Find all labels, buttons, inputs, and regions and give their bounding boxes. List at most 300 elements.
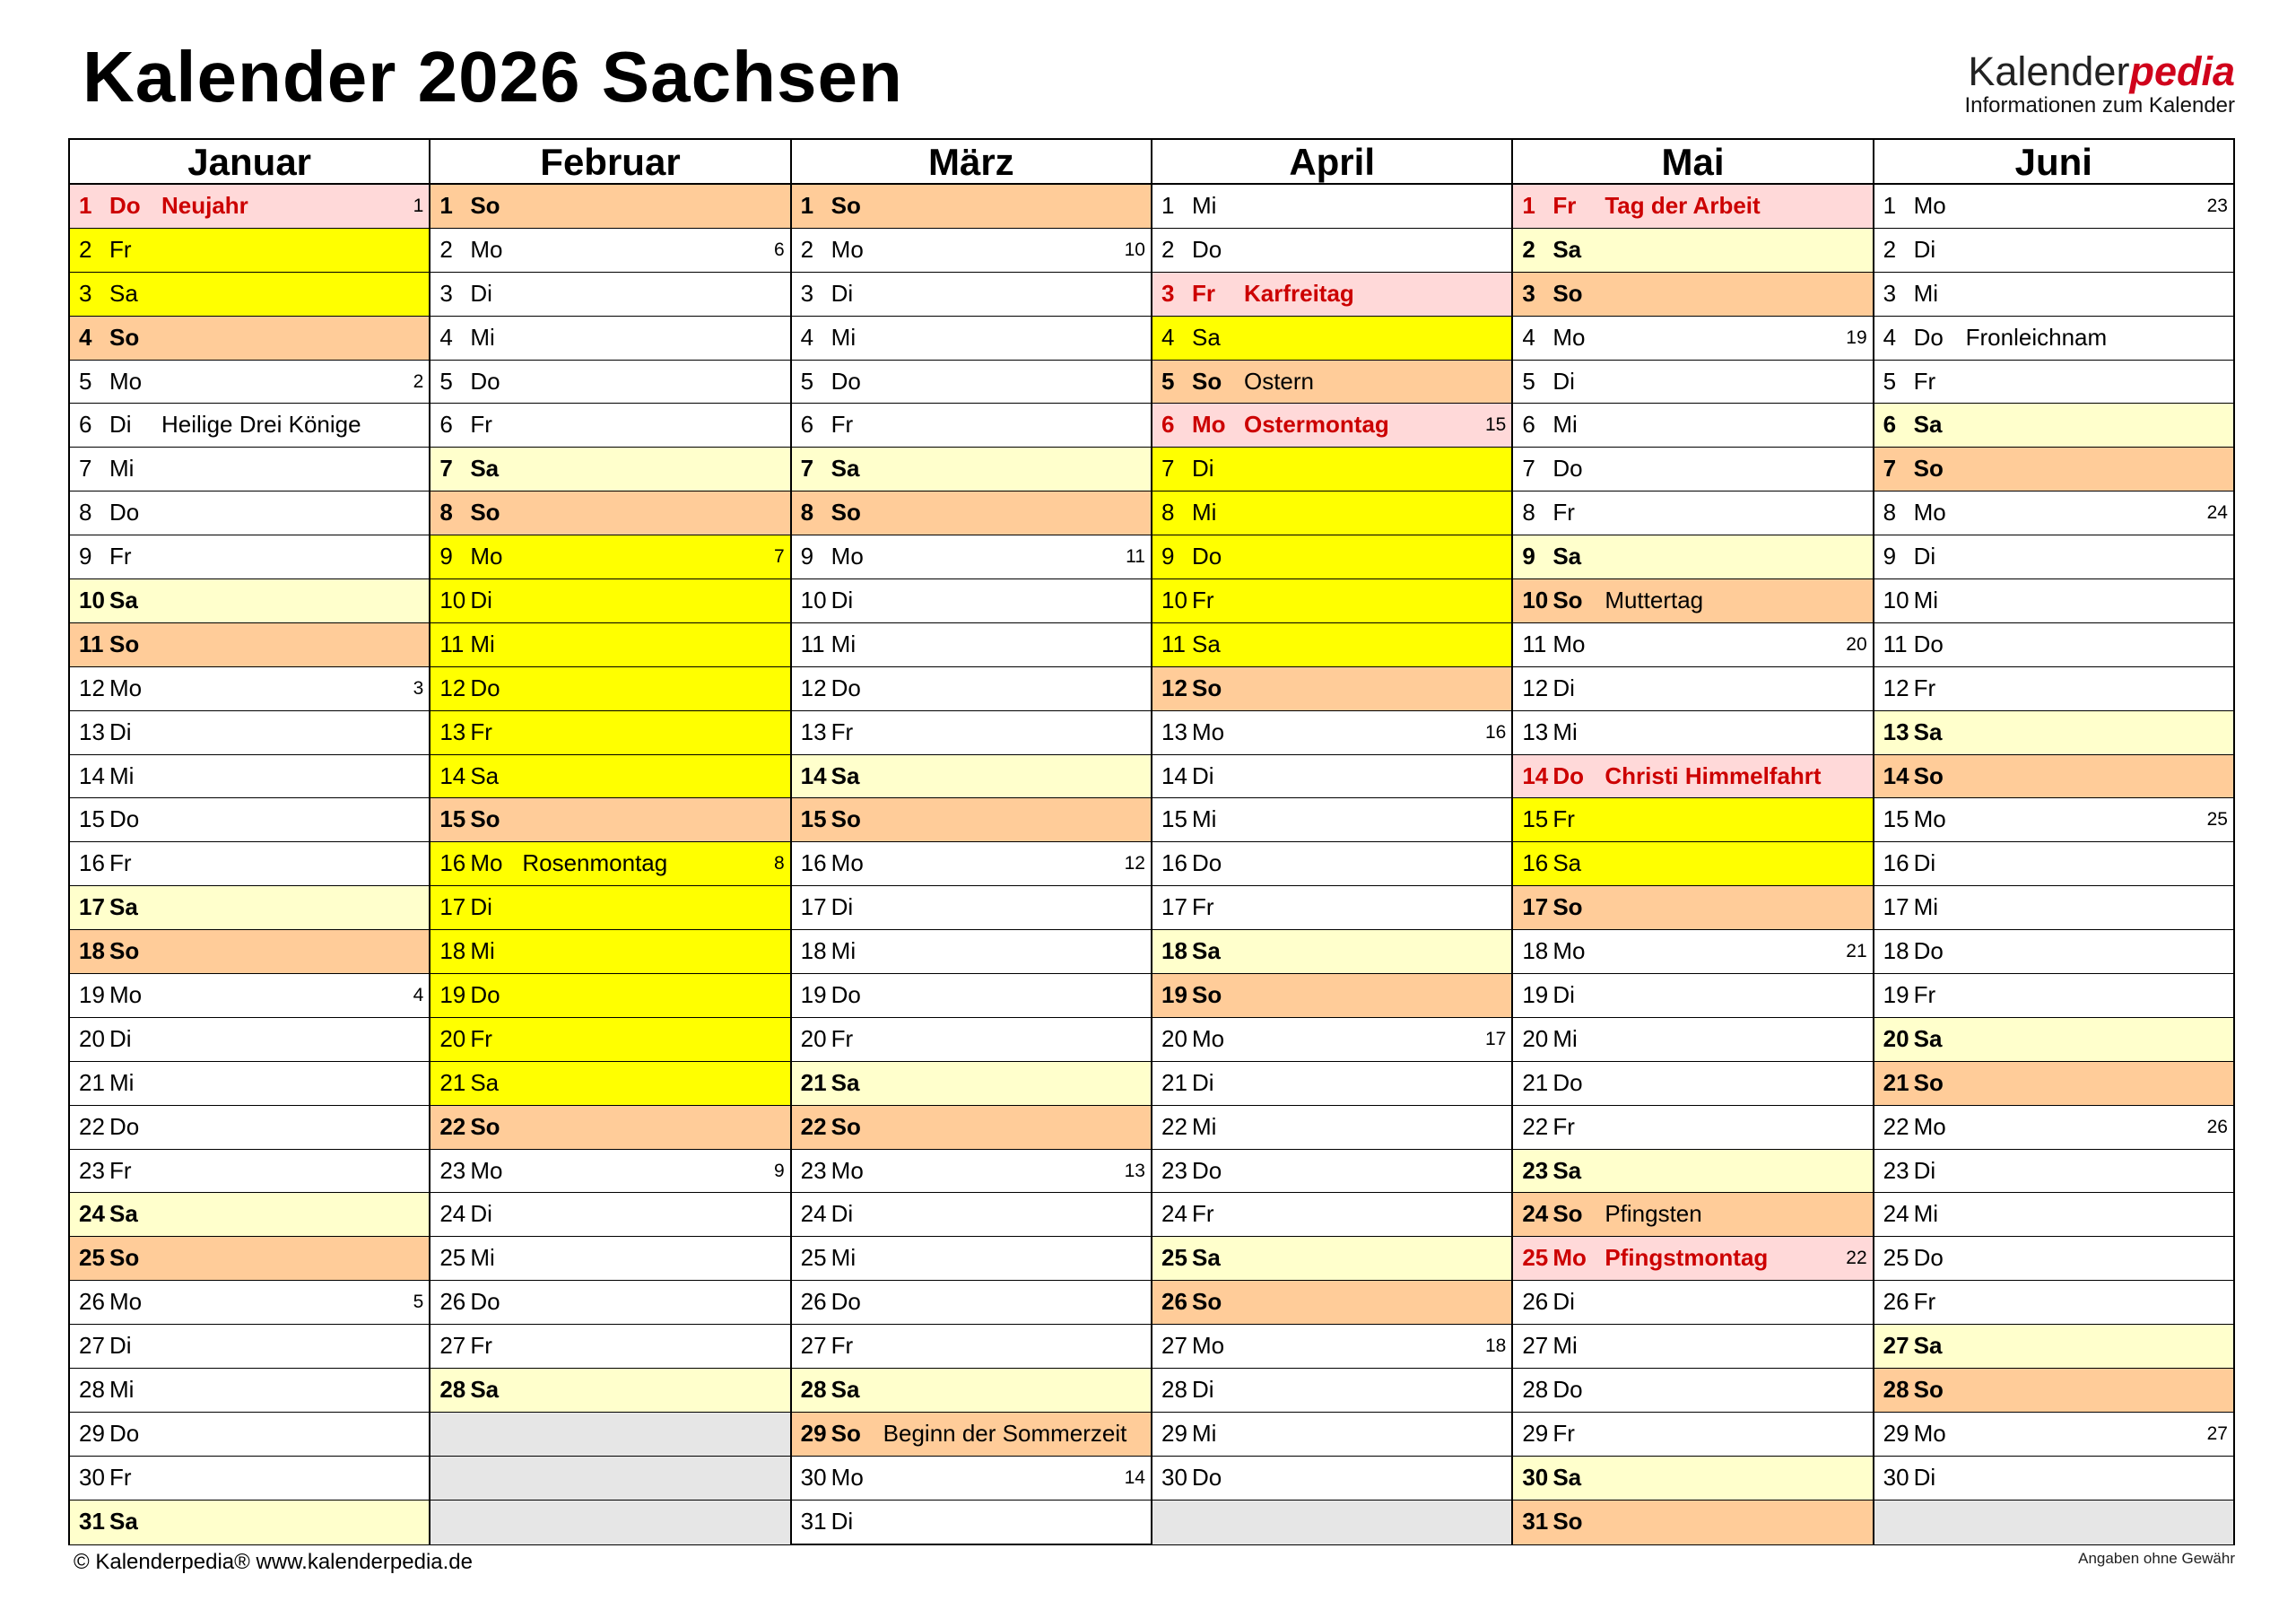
day-row xyxy=(1513,711,1872,755)
day-number: 1 xyxy=(79,192,92,219)
day-number: 8 xyxy=(1161,499,1175,526)
weekday: Sa xyxy=(470,1376,500,1404)
weekday: Do xyxy=(1913,630,1944,657)
day-number: 31 xyxy=(800,1507,827,1535)
day-number: 11 xyxy=(1522,630,1547,657)
day-number: 8 xyxy=(1883,499,1897,526)
weekday: So xyxy=(1552,893,1583,921)
weekday: Sa xyxy=(1191,1244,1221,1272)
week-number: 23 xyxy=(2206,196,2228,216)
day-row xyxy=(70,1369,429,1413)
day-row xyxy=(430,755,789,799)
day-row xyxy=(792,1193,1151,1237)
weekday: So xyxy=(470,499,500,526)
day-number: 18 xyxy=(439,937,466,965)
weekday: Fr xyxy=(1552,192,1577,219)
week-number: 5 xyxy=(413,1292,424,1313)
weekday: Mi xyxy=(109,761,135,789)
month-column xyxy=(1151,140,1511,1544)
day-row xyxy=(792,1457,1151,1501)
week-number: 12 xyxy=(1124,853,1145,874)
holiday-name: Pfingsten xyxy=(1605,1200,1702,1228)
weekday: Sa xyxy=(831,455,860,483)
day-number: 16 xyxy=(1522,849,1549,877)
weekday: Sa xyxy=(1913,411,1943,439)
weekday: Mo xyxy=(1191,1024,1225,1052)
weekday: Mo xyxy=(1552,1244,1587,1272)
weekday: Mi xyxy=(1191,805,1217,833)
weekday: Fr xyxy=(1913,981,1936,1009)
day-row xyxy=(1152,798,1511,842)
day-row xyxy=(792,798,1151,842)
day-row xyxy=(792,1413,1151,1457)
day-number: 23 xyxy=(1883,1156,1909,1184)
weekday: So xyxy=(1552,1200,1583,1228)
day-row xyxy=(792,361,1151,404)
day-row xyxy=(1513,1018,1872,1062)
day-number: 19 xyxy=(1161,981,1187,1009)
weekday: Di xyxy=(109,1024,132,1052)
day-number: 8 xyxy=(1522,499,1535,526)
weekday: Mo xyxy=(1191,718,1225,745)
weekday: So xyxy=(1913,455,1944,483)
day-row xyxy=(1152,1106,1511,1150)
day-number: 1 xyxy=(439,192,453,219)
day-number: 7 xyxy=(800,455,814,483)
day-number: 2 xyxy=(1161,235,1175,263)
day-row xyxy=(1513,974,1872,1018)
weekday: Mi xyxy=(1913,279,1939,307)
day-number: 12 xyxy=(79,674,105,701)
weekday: Mi xyxy=(1913,893,1939,921)
holiday-name: Heilige Drei Könige xyxy=(161,411,361,439)
day-number: 25 xyxy=(439,1244,466,1272)
weekday: Di xyxy=(1191,761,1214,789)
day-number: 7 xyxy=(439,455,453,483)
day-row xyxy=(70,623,429,667)
day-row xyxy=(1152,361,1511,404)
weekday: Sa xyxy=(1913,718,1943,745)
day-number: 15 xyxy=(1522,805,1549,833)
week-number: 3 xyxy=(413,677,424,699)
day-row xyxy=(1874,1325,2233,1369)
day-row xyxy=(430,974,789,1018)
day-number: 25 xyxy=(800,1244,827,1272)
day-number: 7 xyxy=(1522,455,1535,483)
week-number: 20 xyxy=(1846,633,1867,655)
weekday: Do xyxy=(1552,1376,1583,1404)
day-number: 29 xyxy=(1161,1419,1187,1447)
empty-day-cell xyxy=(1874,1501,2233,1544)
day-row xyxy=(430,711,789,755)
day-number: 6 xyxy=(1522,411,1535,439)
weekday: So xyxy=(1552,1507,1583,1535)
week-number: 6 xyxy=(773,239,785,260)
weekday: Fr xyxy=(109,1156,132,1184)
day-number: 6 xyxy=(1883,411,1897,439)
day-row xyxy=(1513,623,1872,667)
day-number: 25 xyxy=(1161,1244,1187,1272)
day-row xyxy=(1874,1193,2233,1237)
month-column xyxy=(1511,140,1872,1544)
day-row xyxy=(1513,273,1872,317)
weekday: Do xyxy=(470,1288,500,1316)
weekday: Mi xyxy=(1552,1024,1578,1052)
day-number: 9 xyxy=(1522,543,1535,570)
day-number: 24 xyxy=(1161,1200,1187,1228)
day-row xyxy=(1513,1193,1872,1237)
day-row xyxy=(792,1062,1151,1106)
weekday: So xyxy=(831,805,861,833)
footer-disclaimer: Angaben ohne Gewähr xyxy=(2078,1550,2235,1567)
weekday: So xyxy=(470,1112,500,1140)
day-row xyxy=(430,798,789,842)
brand-tagline: Informationen zum Kalender xyxy=(1964,93,2235,117)
day-row xyxy=(70,930,429,974)
day-number: 2 xyxy=(1883,235,1897,263)
day-number: 30 xyxy=(1883,1463,1909,1491)
weekday: Sa xyxy=(470,761,500,789)
day-row xyxy=(1152,667,1511,711)
weekday: Mo xyxy=(470,543,503,570)
day-row xyxy=(1152,974,1511,1018)
day-number: 6 xyxy=(79,411,92,439)
weekday: So xyxy=(1552,587,1583,614)
day-row xyxy=(430,1237,789,1281)
week-number: 4 xyxy=(413,985,424,1006)
day-row xyxy=(792,1150,1151,1194)
day-number: 19 xyxy=(800,981,827,1009)
day-number: 3 xyxy=(1522,279,1535,307)
day-row xyxy=(1513,1501,1872,1544)
weekday: So xyxy=(831,499,861,526)
day-row xyxy=(430,842,789,886)
weekday: Mo xyxy=(470,1156,503,1184)
week-number: 8 xyxy=(773,853,785,874)
day-number: 4 xyxy=(1883,323,1897,351)
day-row xyxy=(1513,317,1872,361)
weekday: Fr xyxy=(831,1332,854,1360)
weekday: Do xyxy=(109,1419,140,1447)
day-number: 4 xyxy=(439,323,453,351)
weekday: Mo xyxy=(831,235,864,263)
weekday: Do xyxy=(109,192,141,219)
day-number: 15 xyxy=(439,805,466,833)
day-number: 27 xyxy=(79,1332,105,1360)
month-header: Januar xyxy=(70,140,429,185)
weekday: So xyxy=(109,323,140,351)
weekday: So xyxy=(831,1112,861,1140)
weekday: Fr xyxy=(831,411,854,439)
day-number: 28 xyxy=(79,1376,105,1404)
empty-day-cell xyxy=(430,1501,789,1544)
weekday: Sa xyxy=(1552,1156,1582,1184)
day-number: 16 xyxy=(439,849,466,877)
weekday: Di xyxy=(831,1200,854,1228)
week-number: 1 xyxy=(413,196,424,216)
day-row xyxy=(430,1369,789,1413)
day-number: 5 xyxy=(439,367,453,395)
weekday: Mi xyxy=(470,1244,495,1272)
day-row xyxy=(70,1457,429,1501)
day-number: 21 xyxy=(1522,1068,1549,1096)
day-number: 3 xyxy=(1161,279,1175,307)
day-row xyxy=(792,491,1151,535)
day-number: 23 xyxy=(1161,1156,1187,1184)
day-number: 21 xyxy=(79,1068,105,1096)
weekday: So xyxy=(470,192,500,219)
day-row xyxy=(70,1193,429,1237)
day-number: 17 xyxy=(439,893,466,921)
week-number: 15 xyxy=(1484,414,1507,436)
weekday: Di xyxy=(1191,455,1214,483)
weekday: Mo xyxy=(109,674,143,701)
day-number: 10 xyxy=(1883,587,1909,614)
day-number: 10 xyxy=(439,587,466,614)
weekday: Mo xyxy=(1191,411,1226,439)
day-row xyxy=(792,535,1151,579)
day-row xyxy=(70,185,429,229)
weekday: Mo xyxy=(470,235,503,263)
day-row xyxy=(792,229,1151,273)
weekday: Fr xyxy=(109,1463,132,1491)
weekday: Fr xyxy=(1191,893,1214,921)
weekday: Fr xyxy=(1552,805,1575,833)
day-row xyxy=(1152,842,1511,886)
week-number: 27 xyxy=(2206,1422,2228,1444)
day-number: 1 xyxy=(1522,192,1535,219)
day-row xyxy=(1513,1062,1872,1106)
day-row xyxy=(1152,404,1511,448)
day-number: 1 xyxy=(800,192,814,219)
day-row xyxy=(1513,1325,1872,1369)
day-row xyxy=(430,535,789,579)
weekday: Sa xyxy=(109,1200,138,1228)
day-number: 23 xyxy=(439,1156,466,1184)
day-number: 10 xyxy=(800,587,827,614)
day-row xyxy=(792,273,1151,317)
day-number: 18 xyxy=(1161,937,1187,965)
weekday: Sa xyxy=(109,587,138,614)
day-number: 11 xyxy=(1883,630,1908,657)
day-row xyxy=(430,1193,789,1237)
day-number: 4 xyxy=(79,323,92,351)
day-number: 5 xyxy=(1883,367,1897,395)
weekday: Di xyxy=(1913,1156,1936,1184)
day-row xyxy=(792,623,1151,667)
weekday: Do xyxy=(831,1288,861,1316)
day-row xyxy=(1152,317,1511,361)
weekday: So xyxy=(109,937,140,965)
day-number: 3 xyxy=(79,279,92,307)
weekday: So xyxy=(109,1244,140,1272)
day-number: 13 xyxy=(1522,718,1549,745)
day-row xyxy=(1874,886,2233,930)
day-number: 23 xyxy=(79,1156,105,1184)
holiday-name: Neujahr xyxy=(161,192,248,219)
day-row xyxy=(70,361,429,404)
weekday: Sa xyxy=(109,279,138,307)
month-header: März xyxy=(792,140,1151,185)
weekday: Mi xyxy=(831,1244,857,1272)
day-row xyxy=(1874,1106,2233,1150)
month-column xyxy=(70,140,429,1544)
day-number: 20 xyxy=(1161,1024,1187,1052)
day-row xyxy=(792,448,1151,491)
day-number: 28 xyxy=(439,1376,466,1404)
weekday: Sa xyxy=(1913,1024,1943,1052)
day-row xyxy=(430,623,789,667)
page-title: Kalender 2026 Sachsen xyxy=(83,37,903,117)
weekday: Mo xyxy=(1913,1419,1946,1447)
day-row xyxy=(1874,930,2233,974)
weekday: Mi xyxy=(1191,192,1217,219)
day-row xyxy=(430,185,789,229)
brand-logo xyxy=(1965,50,2236,118)
day-number: 27 xyxy=(1522,1332,1549,1360)
day-number: 9 xyxy=(800,543,814,570)
day-row xyxy=(792,886,1151,930)
weekday: Sa xyxy=(1191,323,1221,351)
weekday: Di xyxy=(1552,674,1575,701)
weekday: Di xyxy=(109,411,132,439)
day-number: 12 xyxy=(1883,674,1909,701)
month-column xyxy=(790,140,1151,1544)
day-row xyxy=(1513,1457,1872,1501)
day-number: 14 xyxy=(1883,761,1909,789)
day-number: 20 xyxy=(800,1024,827,1052)
day-number: 10 xyxy=(1522,587,1549,614)
day-row xyxy=(70,711,429,755)
day-row xyxy=(430,930,789,974)
day-row xyxy=(1513,667,1872,711)
weekday: Mi xyxy=(1552,718,1578,745)
day-row xyxy=(1152,1457,1511,1501)
weekday: So xyxy=(831,1419,861,1447)
day-row xyxy=(1874,1413,2233,1457)
holiday-name: Rosenmontag xyxy=(522,849,668,877)
weekday: Mi xyxy=(1552,1332,1578,1360)
weekday: Fr xyxy=(470,411,492,439)
day-row xyxy=(1152,1325,1511,1369)
holiday-name: Tag der Arbeit xyxy=(1605,192,1761,219)
weekday: Fr xyxy=(470,718,492,745)
day-number: 26 xyxy=(1161,1288,1187,1316)
empty-day-cell xyxy=(1152,1501,1511,1544)
holiday-name: Ostern xyxy=(1243,367,1315,395)
day-row xyxy=(1874,1018,2233,1062)
day-number: 25 xyxy=(79,1244,105,1272)
day-row xyxy=(792,755,1151,799)
weekday: Do xyxy=(1191,543,1222,570)
week-number: 18 xyxy=(1484,1335,1507,1357)
day-row xyxy=(1513,361,1872,404)
brand-name xyxy=(1965,50,2236,93)
brand-name-accent: pedia xyxy=(2129,48,2235,94)
day-number: 5 xyxy=(1161,367,1175,395)
weekday: Mo xyxy=(1191,1332,1225,1360)
weekday: Fr xyxy=(1191,1200,1214,1228)
day-number: 15 xyxy=(1883,805,1909,833)
day-number: 24 xyxy=(439,1200,466,1228)
weekday: Fr xyxy=(470,1024,492,1052)
weekday: Sa xyxy=(1552,849,1582,877)
weekday: Fr xyxy=(470,1332,492,1360)
day-number: 17 xyxy=(1883,893,1909,921)
week-number: 22 xyxy=(1846,1248,1867,1269)
day-row xyxy=(1874,535,2233,579)
day-number: 15 xyxy=(1161,805,1187,833)
weekday: Sa xyxy=(831,1376,860,1404)
weekday: Mi xyxy=(1191,1419,1217,1447)
day-row xyxy=(1874,711,2233,755)
day-number: 8 xyxy=(439,499,453,526)
day-number: 7 xyxy=(1161,455,1175,483)
weekday: Do xyxy=(831,674,861,701)
weekday: Do xyxy=(1913,937,1944,965)
day-number: 19 xyxy=(439,981,466,1009)
day-number: 11 xyxy=(79,630,104,657)
day-row xyxy=(1152,185,1511,229)
day-row xyxy=(1874,667,2233,711)
day-row xyxy=(430,1106,789,1150)
weekday: Do xyxy=(1552,1068,1583,1096)
day-number: 12 xyxy=(1161,674,1187,701)
day-row xyxy=(1874,798,2233,842)
day-number: 17 xyxy=(79,893,105,921)
footer-copyright: © Kalenderpedia® www.kalenderpedia.de xyxy=(74,1550,473,1574)
day-number: 17 xyxy=(800,893,827,921)
weekday: Di xyxy=(109,718,132,745)
weekday: Fr xyxy=(1552,1419,1575,1447)
day-number: 16 xyxy=(800,849,827,877)
day-number: 18 xyxy=(79,937,105,965)
weekday: Fr xyxy=(1191,279,1215,307)
day-row xyxy=(430,404,789,448)
day-row xyxy=(792,317,1151,361)
day-row xyxy=(1874,1369,2233,1413)
day-number: 27 xyxy=(1883,1332,1909,1360)
week-number: 21 xyxy=(1846,941,1867,962)
day-number: 5 xyxy=(800,367,814,395)
weekday: Sa xyxy=(1913,1332,1943,1360)
day-row xyxy=(430,886,789,930)
weekday: Mo xyxy=(831,1156,864,1184)
day-row xyxy=(1513,1413,1872,1457)
weekday: So xyxy=(1913,761,1944,789)
day-row xyxy=(1152,579,1511,623)
weekday: Fr xyxy=(1191,587,1214,614)
weekday: Mo xyxy=(831,849,864,877)
brand-name-plain: Kalender xyxy=(1968,48,2130,94)
day-number: 13 xyxy=(1883,718,1909,745)
day-row xyxy=(792,1325,1151,1369)
day-number: 7 xyxy=(79,455,92,483)
day-number: 26 xyxy=(79,1288,105,1316)
day-number: 3 xyxy=(1883,279,1897,307)
day-row xyxy=(792,1501,1151,1544)
day-number: 2 xyxy=(79,235,92,263)
weekday: Mo xyxy=(1552,937,1586,965)
day-row xyxy=(430,317,789,361)
day-number: 22 xyxy=(800,1112,827,1140)
day-row xyxy=(430,273,789,317)
weekday: Do xyxy=(1191,849,1222,877)
weekday: Mi xyxy=(1191,499,1217,526)
day-row xyxy=(1513,229,1872,273)
weekday: Di xyxy=(1552,981,1575,1009)
day-row xyxy=(792,842,1151,886)
